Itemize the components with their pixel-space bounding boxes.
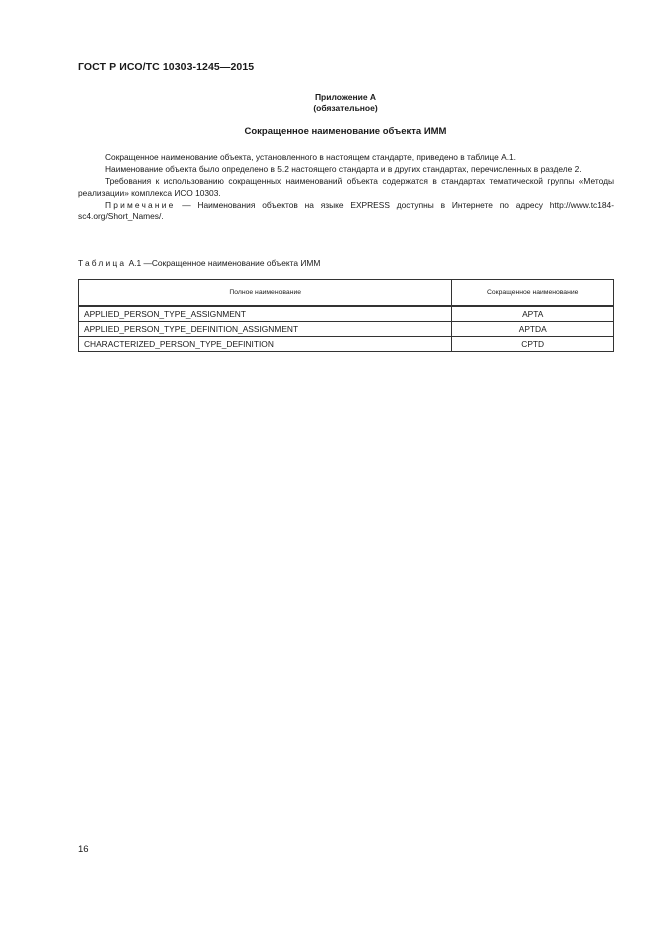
column-header-full-name: Полное наименование	[79, 280, 452, 307]
table-header-row	[79, 280, 614, 307]
table-row	[79, 337, 614, 352]
table-row	[79, 322, 614, 337]
section-title: Сокращенное наименование объекта ИММ	[244, 126, 447, 137]
document-header: ГОСТ Р ИСО/ТС 10303-1245—2015	[78, 61, 255, 73]
note	[78, 200, 614, 222]
table-caption	[78, 258, 320, 268]
body-text	[78, 152, 614, 223]
full-name-cell: APPLIED_PERSON_TYPE_ASSIGNMENT	[79, 306, 452, 322]
short-name-cell: CPTD	[452, 337, 614, 352]
table-row	[79, 306, 614, 322]
abbreviation-table	[78, 279, 614, 352]
full-name-cell: APPLIED_PERSON_TYPE_DEFINITION_ASSIGNMENT	[79, 322, 452, 337]
appendix-subtitle: (обязательное)	[313, 103, 378, 113]
full-name-cell: CHARACTERIZED_PERSON_TYPE_DEFINITION	[79, 337, 452, 352]
short-name-cell: APTDA	[452, 322, 614, 337]
paragraph: Требования к использованию сокращенных наименований объекта содержатся в стандартах тематической группы «Методы реализации» комплекса ИСО 10303.	[78, 176, 614, 198]
table-caption-text: А.1 —Сокращенное наименование объекта ИММ	[126, 258, 321, 268]
appendix-title: Приложение А	[314, 92, 377, 102]
note-label: Примечание	[105, 199, 176, 210]
column-header-short-name: Сокращенное наименование	[452, 280, 614, 307]
note-text: — Наименования объектов на языке EXPRESS доступны в Интернете по адресу http://www.tc184-sc4.org/Short_Names/.	[78, 199, 614, 222]
page-number: 16	[78, 844, 89, 855]
table-caption-label: Таблица	[78, 258, 127, 268]
short-name-cell: APTA	[452, 306, 614, 322]
paragraph: Наименование объекта было определено в 5.2 настоящего стандарта и в других стандартах, перечисленных в разделе 2.	[105, 164, 582, 175]
paragraph: Сокращенное наименование объекта, установленного в настоящем стандарте, приведено в таблице А.1.	[105, 152, 517, 162]
